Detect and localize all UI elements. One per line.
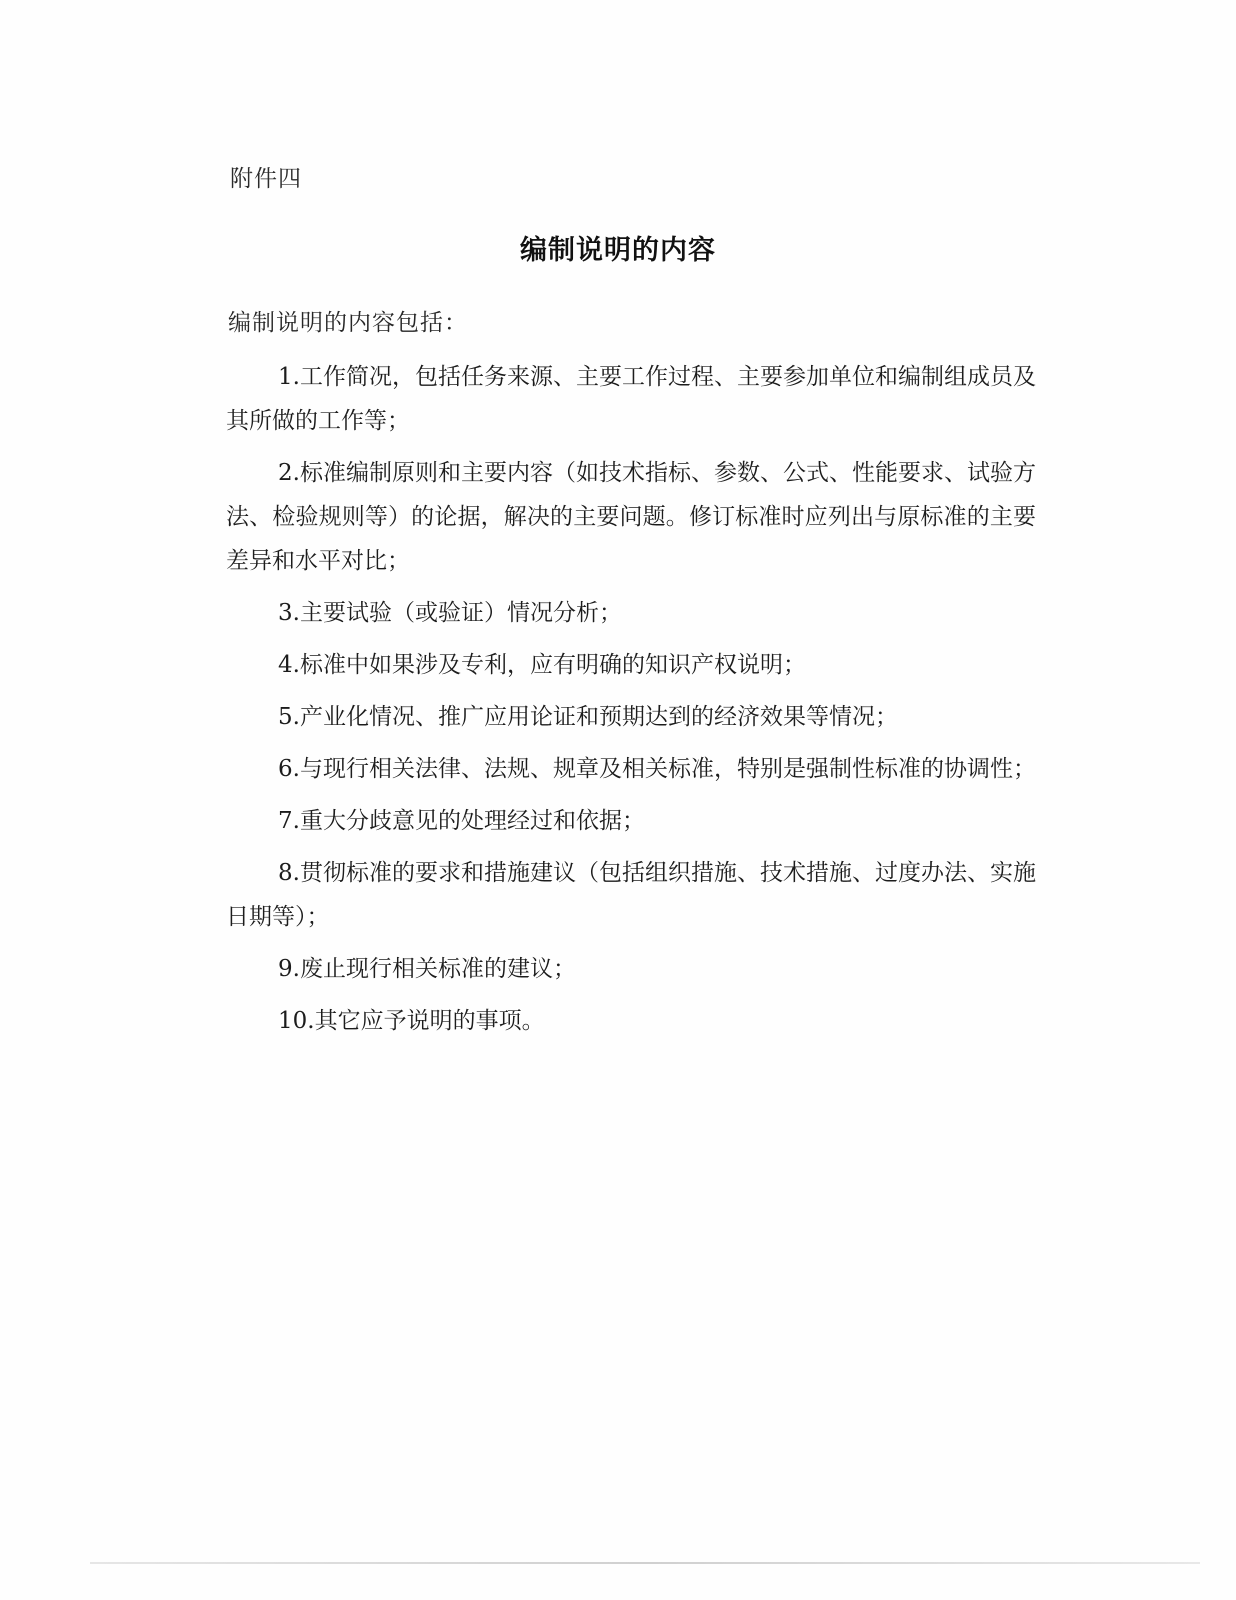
content-item-6: 6.与现行相关法律、法规、规章及相关标准，特别是强制性标准的协调性；: [278, 756, 1036, 782]
scan-edge-line: [90, 1562, 1200, 1564]
content-item-3: 3.主要试验（或验证）情况分析；: [278, 600, 622, 626]
content-list: [226, 355, 1036, 1051]
attachment-label: 附件四: [230, 166, 302, 192]
content-item-4: 4.标准中如果涉及专利，应有明确的知识产权说明；: [278, 652, 806, 678]
content-item-8: 8.贯彻标准的要求和措施建议（包括组织措施、技术措施、过度办法、实施日期等）；: [226, 860, 1036, 930]
content-item-10: 10.其它应予说明的事项。: [278, 1008, 545, 1034]
document-title: 编制说明的内容: [520, 235, 716, 266]
content-item-5: 5.产业化情况、推广应用论证和预期达到的经济效果等情况；: [278, 704, 898, 730]
content-item-9: 9.废止现行相关标准的建议；: [278, 956, 576, 982]
content-item-2: 2.标准编制原则和主要内容（如技术指标、参数、公式、性能要求、试验方法、检验规则等）的论据，解决的主要问题。修订标准时应列出与原标准的主要差异和水平对比；: [226, 460, 1036, 574]
content-item-7: 7.重大分歧意见的处理经过和依据；: [278, 808, 645, 834]
content-item-1: 1.工作简况，包括任务来源、主要工作过程、主要参加单位和编制组成员及其所做的工作等；: [226, 364, 1036, 434]
intro-text: 编制说明的内容包括：: [228, 310, 468, 336]
